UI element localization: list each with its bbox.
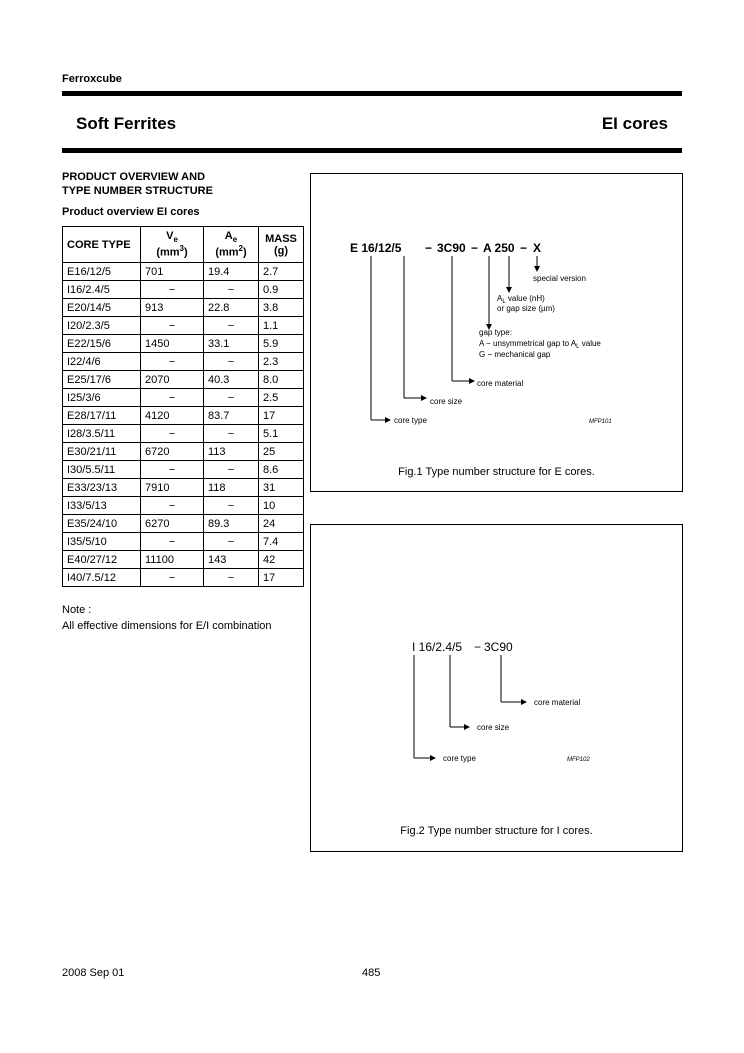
company-name: Ferroxcube [62,73,122,85]
cell-core-type: E40/27/12 [63,551,141,569]
cell-ve: − [141,569,204,587]
cell-core-type: E16/12/5 [63,263,141,281]
fig1-dash1: − [425,241,433,255]
table-row [63,281,304,299]
cell-core-type: I40/7.5/12 [63,569,141,587]
fig2-part-material: 3C90 [484,640,513,654]
header-rule-top [62,91,682,96]
cell-ae: − [204,425,259,443]
figure-2-caption: Fig.2 Type number structure for I cores. [400,825,593,837]
table-row [63,299,304,317]
figure-1-diagram [311,174,682,491]
cell-ae: 118 [204,479,259,497]
cell-mass: 3.8 [259,299,304,317]
cell-ve: 913 [141,299,204,317]
cell-mass: 8.0 [259,371,304,389]
cell-mass: 2.3 [259,353,304,371]
fig1-part-x: X [533,241,542,255]
cell-mass: 2.5 [259,389,304,407]
table-row [63,515,304,533]
cell-mass: 5.9 [259,335,304,353]
cell-ve: − [141,425,204,443]
cell-ve: − [141,353,204,371]
cell-ae: − [204,569,259,587]
table-row [63,533,304,551]
fig1-core-size: core size [430,397,463,406]
cell-mass: 17 [259,407,304,425]
table-row [63,335,304,353]
cell-ve: − [141,461,204,479]
cell-ae: 113 [204,443,259,461]
fig1-gap-a: A − unsymmetrical gap to $A_L$ value [479,339,601,350]
cell-mass: 1.1 [259,317,304,335]
fig1-gap-size: or gap size (µm) [497,304,555,313]
figure-1-box [310,173,683,492]
cell-mass: 31 [259,479,304,497]
cell-core-type: I22/4/6 [63,353,141,371]
cell-core-type: I35/5/10 [63,533,141,551]
cell-core-type: E35/24/10 [63,515,141,533]
fig2-core-type: core type [443,754,476,763]
cell-core-type: I20/2.3/5 [63,317,141,335]
table-row [63,407,304,425]
cell-core-type: I30/5.5/11 [63,461,141,479]
table-row [63,569,304,587]
table-row [63,497,304,515]
cell-ve: 2070 [141,371,204,389]
fig1-dash2: − [471,241,479,255]
figure-2-diagram [311,525,682,851]
fig1-gap-type: gap type: [479,328,512,337]
cell-mass: 8.6 [259,461,304,479]
section-title-line1: PRODUCT OVERVIEW AND [62,171,206,183]
cell-ve: 6270 [141,515,204,533]
page-subtitle: EI cores [601,114,668,133]
cell-mass: 5.1 [259,425,304,443]
table-title: Product overview EI cores [62,206,200,218]
note-text: All effective dimensions for E/I combination [62,620,272,632]
cell-ve: 6720 [141,443,204,461]
fig2-code: MFP102 [567,757,590,763]
cell-mass: 17 [259,569,304,587]
cell-mass: 10 [259,497,304,515]
cell-mass: 25 [259,443,304,461]
fig2-part-i: I 16/2.4/5 [412,640,463,654]
header-ve: $V_e$ $(mm^3)$ [141,227,204,263]
section-title [62,170,302,198]
note-label: Note : [62,604,92,616]
cell-ve: − [141,317,204,335]
fig1-al-value: $A_L$ value (nH) [497,294,545,305]
fig1-special-version: special version [533,274,586,283]
cell-ae: 22.8 [204,299,259,317]
fig1-core-type: core type [394,416,427,425]
cell-ve: 7910 [141,479,204,497]
cell-ae: 19.4 [204,263,259,281]
table-row [63,353,304,371]
table-row [63,263,304,281]
cell-ae: − [204,281,259,299]
fig2-core-size: core size [477,723,510,732]
section-title-line2: TYPE NUMBER STRUCTURE [62,185,213,197]
cell-ae: 40.3 [204,371,259,389]
figure-2-box [310,524,683,852]
page-title: Soft Ferrites [76,114,177,133]
cell-core-type: I28/3.5/11 [63,425,141,443]
table-note [62,602,272,634]
cell-ve: 701 [141,263,204,281]
table-row [63,371,304,389]
table-row [63,551,304,569]
fig2-core-material: core material [534,698,581,707]
cell-core-type: E20/14/5 [63,299,141,317]
fig1-part-gap: A 250 [483,241,515,255]
cell-mass: 24 [259,515,304,533]
cell-core-type: E28/17/11 [63,407,141,425]
figure-1-caption: Fig.1 Type number structure for E cores. [398,466,595,478]
fig2-dash: − [474,640,482,654]
cell-core-type: E30/21/11 [63,443,141,461]
cell-mass: 7.4 [259,533,304,551]
table-row [63,317,304,335]
cell-core-type: I33/5/13 [63,497,141,515]
fig1-part-material: 3C90 [437,241,466,255]
cell-core-type: I25/3/6 [63,389,141,407]
cell-core-type: E22/15/6 [63,335,141,353]
cell-ve: 4120 [141,407,204,425]
table-row [63,461,304,479]
cell-ve: − [141,281,204,299]
fig1-part-e: E 16/12/5 [350,241,402,255]
header-rule-bottom [62,148,682,153]
cell-ae: 83.7 [204,407,259,425]
cell-ae: − [204,317,259,335]
header-mass: MASS (g) [259,227,304,263]
cell-ae: 33.1 [204,335,259,353]
table-row [63,443,304,461]
cell-core-type: E33/23/13 [63,479,141,497]
page-number: 485 [362,967,381,979]
cell-ve: − [141,389,204,407]
header-ae: $A_e$ $(mm^2)$ [204,227,259,263]
cell-ae: − [204,497,259,515]
fig1-code: MFP101 [589,419,612,425]
cell-ae: 143 [204,551,259,569]
header-core-type: CORE TYPE [63,227,141,263]
fig1-dash3: − [520,241,528,255]
footer-date: 2008 Sep 01 [62,967,125,979]
table-row [63,479,304,497]
cell-ve: 11100 [141,551,204,569]
fig1-core-material: core material [477,379,524,388]
cell-mass: 42 [259,551,304,569]
fig1-gap-g: G − mechanical gap [479,350,551,359]
cell-ve: − [141,533,204,551]
cell-mass: 0.9 [259,281,304,299]
cell-ae: 89.3 [204,515,259,533]
table-header-row [63,227,304,263]
cell-core-type: I16/2.4/5 [63,281,141,299]
table-row [63,389,304,407]
product-overview-table [62,226,304,587]
cell-ae: − [204,353,259,371]
cell-ve: 1450 [141,335,204,353]
cell-ae: − [204,389,259,407]
cell-mass: 2.7 [259,263,304,281]
cell-core-type: E25/17/6 [63,371,141,389]
cell-ae: − [204,461,259,479]
cell-ae: − [204,533,259,551]
cell-ve: − [141,497,204,515]
table-row [63,425,304,443]
